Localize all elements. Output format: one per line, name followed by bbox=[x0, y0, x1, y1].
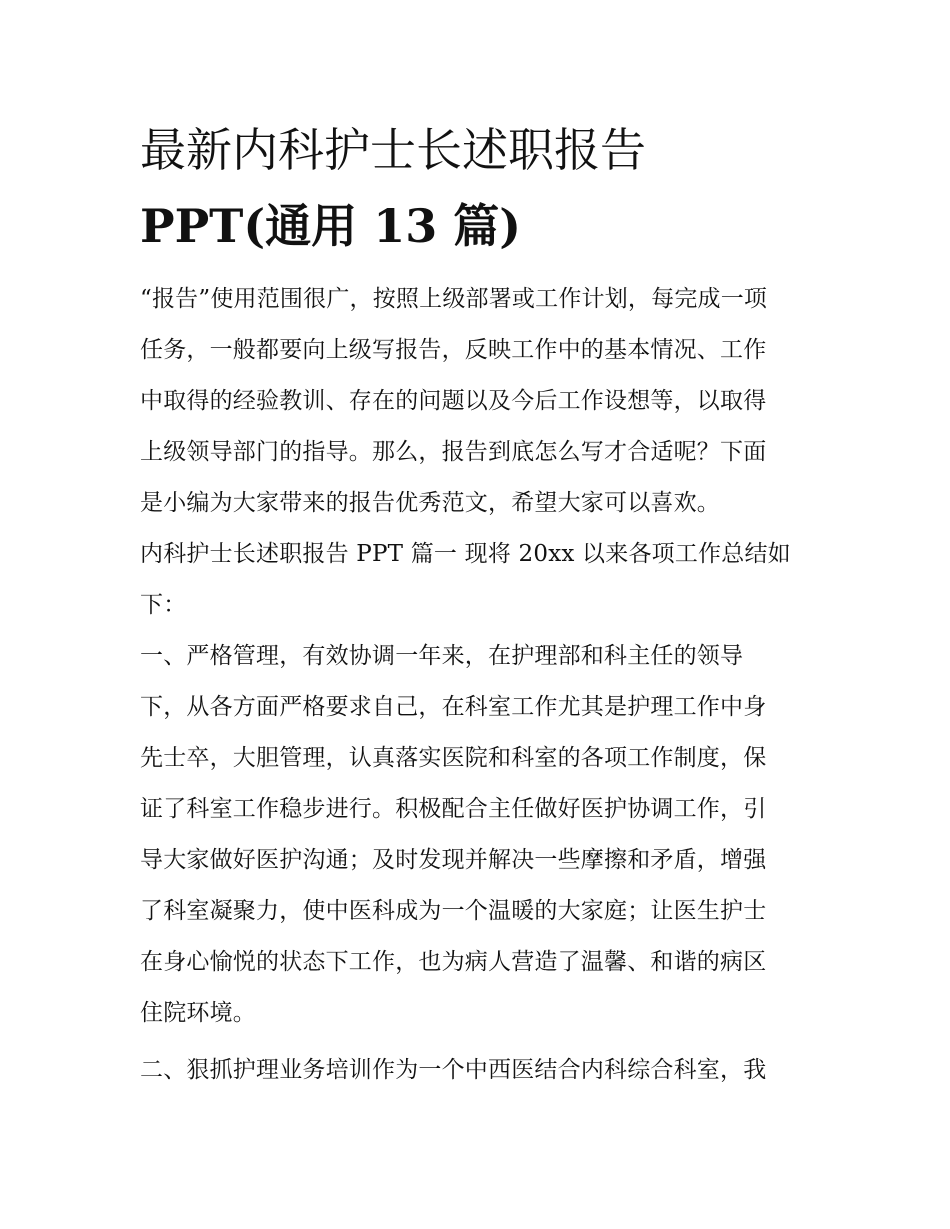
title-line-1: 最新内科护士长述职报告 bbox=[140, 123, 646, 177]
text-line: 先士卒，大胆管理，认真落实医院和科室的各项工作制度，保 bbox=[140, 745, 767, 771]
text-line: 下，从各方面严格要求自己，在科室工作尤其是护理工作中身 bbox=[140, 694, 767, 720]
text-line: 中取得的经验教训、存在的问题以及今后工作设想等，以取得 bbox=[140, 388, 767, 414]
text-line: 内科护士长述职报告 PPT 篇一 现将 20xx 以来各项工作总结如 bbox=[140, 541, 791, 567]
text-line: 任务，一般都要向上级写报告，反映工作中的基本情况、工作 bbox=[140, 337, 767, 363]
text-line: 二、狠抓护理业务培训作为一个中西医结合内科综合科室，我 bbox=[140, 1057, 767, 1083]
text-line: 上级领导部门的指导。那么，报告到底怎么写才合适呢？下面 bbox=[140, 439, 767, 465]
text-line: 在身心愉悦的状态下工作，也为病人营造了温馨、和谐的病区 bbox=[140, 949, 767, 975]
text-line: 一、严格管理，有效协调一年来，在护理部和科主任的领导 bbox=[140, 643, 744, 669]
title-line-2: PPT(通用 13 篇) bbox=[140, 199, 521, 253]
text-line: 证了科室工作稳步进行。积极配合主任做好医护协调工作，引 bbox=[140, 796, 767, 822]
text-line: 导大家做好医护沟通；及时发现并解决一些摩擦和矛盾，增强 bbox=[140, 847, 767, 873]
text-line: 了科室凝聚力，使中医科成为一个温暖的大家庭；让医生护士 bbox=[140, 898, 767, 924]
section-heading-paragraph bbox=[140, 529, 812, 631]
text-line: 住院环境。 bbox=[140, 1000, 256, 1026]
text-line: 是小编为大家带来的报告优秀范文，希望大家可以喜欢。 bbox=[140, 490, 720, 516]
document-page bbox=[140, 112, 812, 1096]
section-2-paragraph bbox=[140, 1045, 812, 1096]
section-1-paragraph bbox=[140, 631, 812, 1039]
intro-paragraph bbox=[140, 274, 812, 529]
text-line: 下： bbox=[140, 592, 187, 618]
document-title bbox=[140, 112, 812, 264]
text-line: “报告”使用范围很广，按照上级部署或工作计划，每完成一项 bbox=[140, 286, 768, 312]
